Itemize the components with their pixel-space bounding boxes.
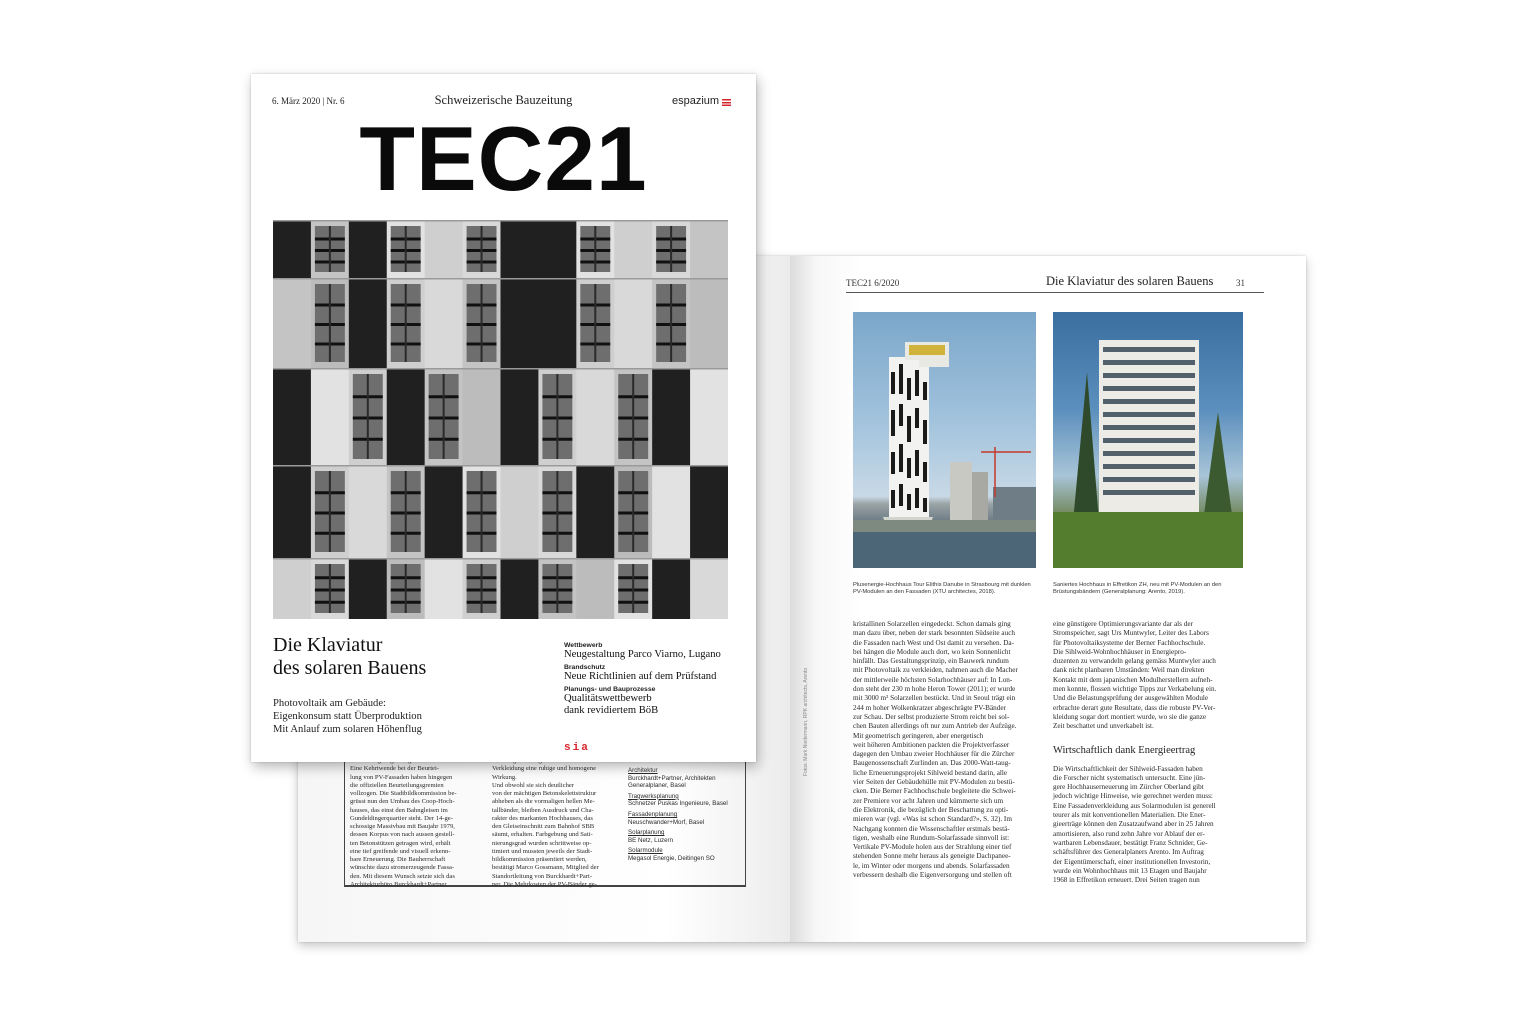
teaser-label: Wettbewerb: [564, 642, 603, 649]
article-column-2: [1053, 620, 1241, 885]
publication-name: Schweizerische Bauzeitung: [434, 93, 573, 107]
credit-value: Megasol Energie, Deitingen SO: [628, 854, 715, 862]
left-page-text-line: ten Betonstützen getragen wird, erhält: [350, 839, 451, 847]
left-page-text-line: bildkommission präsentiert werden,: [492, 856, 587, 863]
article-column-2-bottom: [1053, 765, 1241, 886]
left-page-text-line: lung von PV-Fassaden haben hingegen: [350, 773, 453, 781]
credit-label: Solarplanung: [628, 829, 665, 837]
article-subheading: Wirtschaftlich dank Energieertrag: [1053, 744, 1196, 756]
article-text-line: cken. Die Berner Fachhochschule begleitete die Schwei-: [853, 787, 1016, 796]
left-page-text-line: Und obwohl sie sich deutlicher: [492, 781, 575, 789]
article-text-line: bei hängen die Module auch dort, wo kein Sonnenlicht: [853, 647, 1011, 656]
left-page-text-line: bare Erneuerung. Die Bauherrschaft: [350, 856, 446, 863]
article-title: Die Klaviatur des solaren Bauens: [1046, 274, 1214, 288]
cover-headline: [273, 634, 426, 680]
article-text-line: erbrachte derart gute Resultate, dass die robuste PV-Ver-: [1053, 703, 1216, 712]
brand-name: espazium: [672, 95, 720, 107]
article-text-line: mit Photovoltaik zu verkleiden, nahmen auch die Macher: [853, 666, 1018, 675]
article-text-line: wurde ein Wohnhochhaus mit 13 Etagen und Baujahr: [1053, 866, 1207, 875]
right-page: [790, 256, 1306, 942]
teaser-title: dank revidiertem BöB: [564, 705, 659, 716]
cover-headline-line-1: Die Klaviatur: [273, 634, 383, 656]
article-text-line: die Elektronik, die bezüglich der Beschattung zu opti-: [853, 805, 1009, 814]
left-page-text-line: abheben als die vormaligen hellen Me-: [492, 798, 595, 806]
credit-label: Solarmodule: [628, 847, 663, 855]
left-page-text-line: Standortleitung von Burckhardt+Part-: [492, 872, 593, 880]
article-text-line: Und die Belastungsprüfung der ausgewählten Module: [1053, 694, 1209, 703]
left-page-text-line: eine tief greifende und visuell erkenn-: [350, 847, 451, 855]
left-page-text-line: Verkleidung eine ruhige und homogene: [492, 765, 597, 773]
article-text-line: gieerträge können den Zusatzaufwand aber in 25 Jahren: [1053, 820, 1214, 829]
left-page-text-line: die offiziellen Beurteilungsgremien: [350, 781, 444, 789]
page-number: 31: [1236, 278, 1245, 288]
article-text-line: Die Wirtschaftlichkeit der Sihlweid-Fassaden haben: [1053, 764, 1203, 773]
article-text-line: jedoch wichtige Hinweise, wie gerechnet werden muss:: [1053, 792, 1213, 801]
left-page-text-line: tallbänder, bleiben Ausdruck und Cha-: [492, 806, 594, 814]
photo-effretikon-tower: [1053, 312, 1243, 568]
article-text-line: Nachgang konnten die Wissenschaftler erstmals bestä-: [853, 824, 1010, 833]
left-page-text-line: den Gleiseinschnitt zum Bahnhof SBB: [492, 823, 595, 830]
cover-teasers: [564, 639, 744, 717]
article-text-line: man dazu über, neben der stark besonnten Südseite auch: [853, 629, 1015, 638]
article-text-line: chen Bauten allerdings oft nur zum Antrieb der Aufzüge.: [853, 722, 1017, 731]
article-text-line: Eine Fassadenverkleidung aus Solarmodulen ist generell: [1053, 801, 1216, 810]
left-page-text-line: nierungsgrad wurden schrittweise op-: [492, 839, 592, 847]
credit-value: Burckhardt+Partner, Architekten Generalplaner, Basel: [628, 774, 716, 790]
left-page-text-line: grüsst nun den Umbau des Coop-Hoch-: [350, 798, 455, 806]
issue-date: 6. März 2020 | Nr. 6: [272, 96, 345, 106]
cover-subhead-3: Mit Anlauf zum solaren Höhenflug: [273, 723, 422, 735]
left-page-text-line: schossige Massivbau mit Baujahr 1979,: [350, 823, 455, 830]
credit-label: Fassadenplanung: [628, 810, 678, 818]
left-page-text-line: ner. Die Mehrkosten der PV-Bänder ge-: [492, 880, 597, 888]
article-text-line: duzenten zu verwandeln gelang gemäss Muntwyler auch: [1053, 657, 1216, 666]
photo-tour-elithis-danube: [853, 312, 1036, 568]
teaser-title: Qualitätswettbewerb: [564, 693, 652, 704]
article-text-line: Die Sihlweid-Wohnhochhäuser in Energiepro-: [1053, 647, 1187, 656]
article-text-line: für Photovoltaiksysteme der Berner Fachhochschule.: [1053, 638, 1206, 647]
left-page-text-line: Gundeldingerquartier steht. Der 14-ge-: [350, 814, 453, 822]
masthead-logo: TEC21: [359, 109, 648, 210]
credit-label: Architektur: [628, 767, 658, 774]
article-text-line: Kontakt mit dem japanischen Modulherstellern aufneh-: [1053, 675, 1213, 684]
article-text-line: kristallinen Solarzellen eingedeckt. Schon damals ging: [853, 620, 1011, 628]
cover-photo-pv-facade: [273, 220, 728, 619]
article-text-line: eine günstigere Optimierungsvariante dar als der: [1053, 620, 1193, 628]
left-page-text-line: den. Mit diesem Wunsch setzte sich das: [350, 872, 455, 880]
article-text-line: liche Erneuerungsprojekt Sihlweid bestand darin, alle: [853, 768, 1008, 777]
article-text-line: dank nicht planbaren Umständen: Weil man direkten: [1053, 666, 1205, 675]
article-text-line: don steht der 230 m hohe Heron Tower (2011); er wurde: [853, 685, 1016, 694]
article-text-line: teurer als mit konventionellen Materialien. Die Ener-: [1053, 811, 1206, 820]
article-text-line: mieren war (vgl. «Was ist schon Standard?», S. 32). Im: [853, 815, 1012, 824]
article-text-line: zer Premiere vor acht Jahren und kümmerte sich um: [853, 796, 1004, 805]
photo-caption-b: Saniertes Hochhaus in Effretikon ZH, neu mit PV-Modulen an den Brüstungsbändern (Generalplanung: Arento, 2019).: [1053, 582, 1222, 596]
magazine-cover: [251, 74, 756, 762]
espazium-logo-icon: [722, 99, 731, 106]
left-page-text-line: Eine Kehrtwende bei der Beurtei-: [350, 765, 439, 773]
article-text-line: 244 m hoher Wolkenkratzer abgeschrägte PV-Bänder: [853, 703, 1006, 712]
article-text-line: hinfällt. Das Gestaltungsprinzip, ein Bauwerk rundum: [853, 657, 1009, 666]
article-text-line: dagegen den Umbau zweier Hochhäuser für die Zürcher: [853, 750, 1015, 759]
article-text-line: Zeit beschattet und unverkabelt ist.: [1053, 722, 1154, 731]
left-page-column-2: [492, 757, 610, 889]
article-text-line: verbessern deshalb die Eigenversorgung und stellen oft: [853, 871, 1012, 880]
left-page-text-line: dessen Korpus von nach aussen gestell-: [350, 831, 455, 839]
article-text-line: der mittlerweile höchsten Solarhochhäuser auf: In Lon-: [853, 675, 1013, 684]
article-text-line: amortisieren, also rund zehn Jahre vor Ablauf der er-: [1053, 829, 1205, 838]
article-column-1: [853, 620, 1041, 880]
article-text-line: mit 3000 m² Solarzellen bestückt. Und in Seoul trägt ein: [853, 694, 1016, 703]
teaser-title: Neue Richtlinien auf dem Prüfstand: [564, 671, 717, 682]
article-text-line: Mit geometrisch geringeren, aber energetisch: [853, 731, 984, 740]
left-page-text-line: hauses, das einst den Bahngleisen im: [350, 806, 448, 814]
cover-subhead-1: Photovoltaik am Gebäude:: [273, 698, 386, 709]
teaser-label: Planungs- und Bauprozesse: [564, 686, 656, 693]
article-text-line: le, im Winter oder morgens und abends. Solarfassaden: [853, 861, 1010, 870]
cover-headline-line-2: des solaren Bauens: [273, 657, 427, 679]
left-page-text-line: rakter des markanten Hochhauses, das: [492, 814, 593, 822]
article-text-line: die Forscher nicht systematisch untersucht. Eine jün-: [1053, 773, 1206, 782]
cover-subheads: [273, 698, 422, 736]
credit-value: BE Netz, Luzern: [628, 836, 674, 844]
photo-credit: Fotos: Mark Niedermann, RPK architects, Arento: [803, 667, 809, 776]
left-page-text-line: Architekturbüro Burckhardt+Partner: [350, 880, 447, 888]
running-head: TEC21 6/2020: [846, 278, 900, 288]
left-page-text-line: von der mächtigen Betonskelettstruktur: [492, 790, 597, 797]
credit-value: Neuschwander+Morf, Basel: [628, 818, 705, 826]
teaser-title: Neugestaltung Parco Viarno, Lugano: [564, 649, 721, 660]
article-text-line: 1968 in Effretikon erneuert. Drei Seiten tragen nun: [1053, 876, 1200, 885]
header-rule: [846, 292, 1264, 293]
article-text-line: zur Schau. Der selbst produzierte Strom reicht bei sol-: [853, 712, 1010, 721]
article-text-line: der Eigentümerschaft, einer institutionellen Investorin,: [1053, 857, 1211, 866]
left-page-text-line: wünschte dazu stromerzeugende Fassa-: [350, 864, 455, 872]
project-credits: [628, 764, 736, 863]
credit-value: Schnetzer Puskas Ingenieure, Basel: [628, 800, 728, 808]
article-text-line: schäftsführer des Generalplaners Arento. Im Auftrag: [1053, 848, 1204, 857]
article-text-line: gere Hochhauserneuerung im Zürcher Oberland gibt: [1053, 783, 1204, 792]
article-text-line: wartbaren Lebensdauer, bestätigt Franz Schnider, Ge-: [1053, 838, 1208, 847]
article-text-line: men konnte, flossen wichtige Tipps zur Verkabelung ein.: [1053, 685, 1217, 694]
left-page-text-line: säumt, erhalten. Farbgebung und Sati-: [492, 831, 593, 839]
article-text-line: Baugenossenschaft Zurlinden an. Das 2000-Watt-taug-: [853, 759, 1011, 768]
article-column-2-top: [1053, 620, 1241, 732]
photo-caption-a: Plusenergie-Hochhaus Tour Elithis Danube in Strasbourg mit dunklen PV-Modulen an den Fassaden (XTU architectes, 2018).: [853, 582, 1031, 596]
cover-subhead-2: Eigenkonsum statt Überproduktion: [273, 710, 422, 722]
article-text-line: weit höheren Ambitionen packten die Projektverfasser: [853, 740, 1010, 749]
left-page-text-line: bestätigt Marco Gossmann, Mitglied der: [492, 864, 599, 872]
left-page-text-line: vollzogen. Die Stadtbildkommission be-: [350, 790, 457, 797]
teaser-label: Brandschutz: [564, 664, 606, 671]
article-text-line: Vertikale PV-Module holen aus der Strahlung einer tief: [853, 843, 1012, 852]
article-text-line: kleidung sogar dort montiert wurde, wo sie die ganze: [1053, 712, 1207, 721]
left-page-text-line: timiert und mussten jeweils der Stadt-: [492, 847, 593, 855]
article-text-line: die Fassaden nach West und Ost damit zu versehen. Da-: [853, 638, 1014, 647]
article-text-line: stehenden Sonne mehr heraus als geneigte Dachpanee-: [853, 852, 1011, 861]
credit-label: Tragwerksplanung: [628, 792, 679, 800]
article-text-line: Stromspeicher, sagt Urs Muntwyler, Leiter des Labors: [1053, 629, 1209, 638]
left-page-text-line: Wirkung.: [492, 773, 517, 781]
article-text-line: vier Seiten der Gebäudehülle mit PV-Modulen zu bestü-: [853, 778, 1015, 787]
article-text-line: tigen, weshalb eine Rundum-Solarfassade sinnvoll ist:: [853, 833, 1010, 842]
left-page-column-1: [350, 757, 485, 889]
sia-logo: sia: [564, 742, 590, 754]
